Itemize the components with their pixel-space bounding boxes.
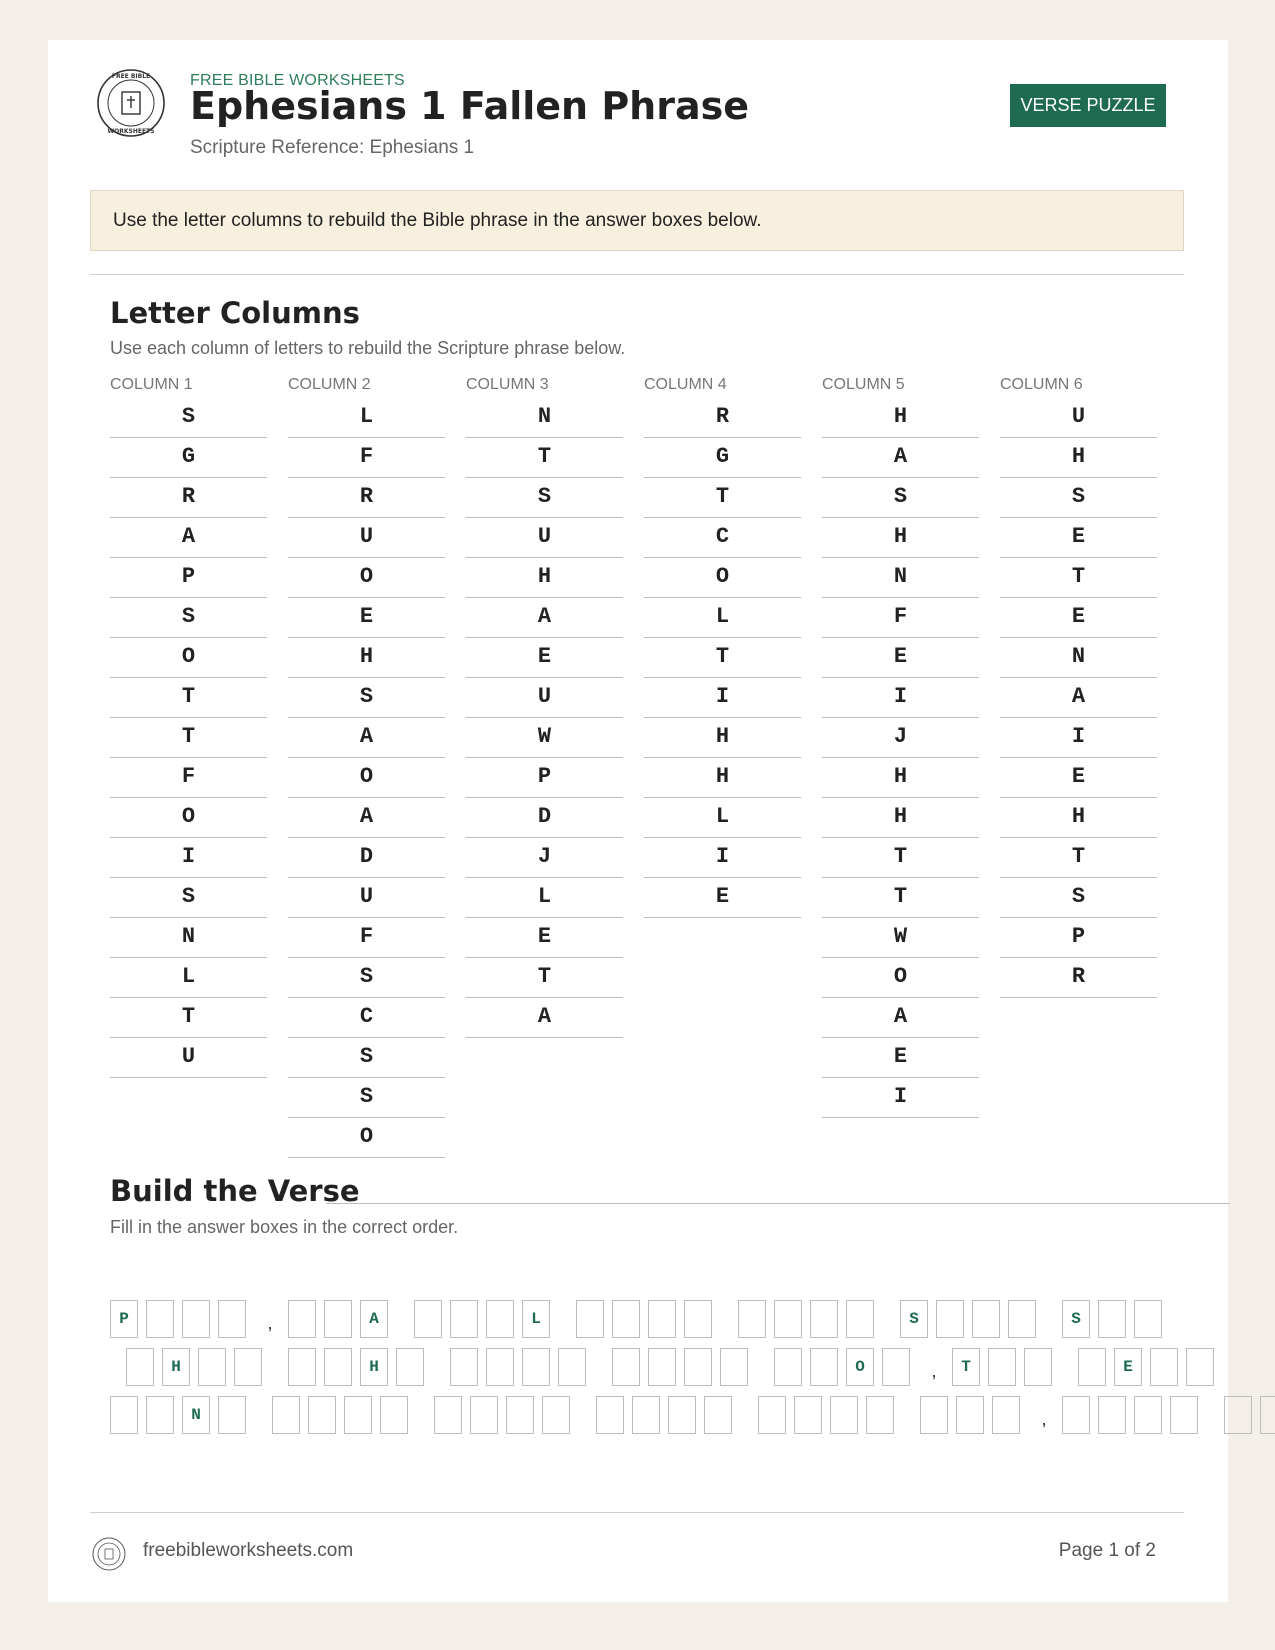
letter-columns-subtitle: Use each column of letters to rebuild the Scripture phrase below. [110, 338, 626, 358]
column-letter: H [288, 638, 445, 678]
column-label: COLUMN 5 [822, 376, 905, 393]
answer-box[interactable] [704, 1396, 732, 1434]
answer-box-given: T [952, 1348, 980, 1386]
column-label: COLUMN 6 [1000, 376, 1083, 393]
column-letter: T [110, 718, 267, 758]
worksheet-header [48, 40, 1228, 190]
column-letter: T [110, 678, 267, 718]
answer-box-given: S [900, 1300, 928, 1338]
column-letter: A [288, 718, 445, 758]
column-letter: N [822, 558, 979, 598]
column-letter: T [644, 638, 801, 678]
answer-box[interactable] [1134, 1300, 1162, 1338]
column-letter: I [644, 678, 801, 718]
column-letter: T [644, 478, 801, 518]
page-title: Ephesians 1 Fallen Phrase [190, 84, 749, 128]
column-letter: A [288, 798, 445, 838]
column-letter: R [288, 478, 445, 518]
answer-box[interactable] [956, 1396, 984, 1434]
column-letter: A [822, 438, 979, 478]
answer-box[interactable] [198, 1348, 226, 1386]
column-letter: T [1000, 838, 1157, 878]
column-letter: I [822, 1078, 979, 1118]
scripture-reference: Scripture Reference: Ephesians 1 [190, 137, 475, 158]
answer-box[interactable] [182, 1300, 210, 1338]
column-letter: S [288, 1078, 445, 1118]
instructions-box: Use the letter columns to rebuild the Bible phrase in the answer boxes below. [90, 190, 1184, 251]
answer-box[interactable] [272, 1396, 300, 1434]
answer-box[interactable] [1170, 1396, 1198, 1434]
answer-box[interactable] [1078, 1348, 1106, 1386]
column-letter: G [110, 438, 267, 478]
answer-punctuation: , [1041, 1409, 1047, 1429]
column-letter: S [110, 878, 267, 918]
column-letter: A [1000, 678, 1157, 718]
column-letter: A [822, 998, 979, 1038]
column-letter: E [288, 598, 445, 638]
answer-box[interactable] [146, 1300, 174, 1338]
answer-box[interactable] [684, 1348, 712, 1386]
column-letter: S [288, 1038, 445, 1078]
column-letter: W [466, 718, 623, 758]
column-letter: I [644, 838, 801, 878]
answer-box[interactable] [450, 1348, 478, 1386]
column-letter: H [822, 798, 979, 838]
column-letter: E [1000, 598, 1157, 638]
column-letter: F [110, 758, 267, 798]
column-letter: R [110, 478, 267, 518]
answer-box[interactable] [936, 1300, 964, 1338]
column-letter: T [110, 998, 267, 1038]
answer-box[interactable] [1150, 1348, 1178, 1386]
column-letter: I [110, 838, 267, 878]
column-letter: O [110, 798, 267, 838]
column-letter: L [110, 958, 267, 998]
column-letter: N [1000, 638, 1157, 678]
column-letter: U [1000, 398, 1157, 438]
column-label: COLUMN 3 [466, 376, 549, 393]
answer-box[interactable] [866, 1396, 894, 1434]
answer-box[interactable] [558, 1348, 586, 1386]
answer-box-given: E [1114, 1348, 1142, 1386]
answer-box[interactable] [774, 1300, 802, 1338]
column-letter: U [466, 678, 623, 718]
answer-box[interactable] [288, 1300, 316, 1338]
answer-box[interactable] [596, 1396, 624, 1434]
column-letter: J [466, 838, 623, 878]
answer-box-given: N [182, 1396, 210, 1434]
build-verse-title: Build the Verse [110, 1174, 360, 1208]
column-letter: S [110, 398, 267, 438]
column-letter: E [644, 878, 801, 918]
column-letter: T [1000, 558, 1157, 598]
answer-box[interactable] [396, 1348, 424, 1386]
puzzle-type-badge: VERSE PUZZLE [1010, 84, 1166, 127]
column-letter: O [110, 638, 267, 678]
column-letter: W [822, 918, 979, 958]
column-letter: R [1000, 958, 1157, 998]
column-letter: C [288, 998, 445, 1038]
answer-box[interactable] [1134, 1396, 1162, 1434]
column-letter: S [1000, 478, 1157, 518]
column-letter: S [822, 478, 979, 518]
svg-text:FREE BIBLE: FREE BIBLE [111, 73, 151, 80]
answer-box[interactable] [1062, 1396, 1090, 1434]
column-letter: U [288, 518, 445, 558]
answer-box[interactable] [846, 1300, 874, 1338]
column-letter: H [1000, 438, 1157, 478]
answer-box[interactable] [1008, 1300, 1036, 1338]
answer-box[interactable] [218, 1396, 246, 1434]
answer-box[interactable] [414, 1300, 442, 1338]
answer-box[interactable] [234, 1348, 262, 1386]
column-label: COLUMN 4 [644, 376, 727, 393]
column-letter: T [466, 958, 623, 998]
column-letter: A [466, 598, 623, 638]
answer-box[interactable] [774, 1348, 802, 1386]
build-verse-subtitle: Fill in the answer boxes in the correct order. [110, 1217, 459, 1237]
answer-box[interactable] [1260, 1396, 1275, 1434]
column-letter: T [822, 878, 979, 918]
answer-box[interactable] [110, 1396, 138, 1434]
answer-box[interactable] [288, 1348, 316, 1386]
answer-box[interactable] [218, 1300, 246, 1338]
answer-box-given: P [110, 1300, 138, 1338]
column-letter: F [288, 918, 445, 958]
column-letter: H [466, 558, 623, 598]
answer-box-given: L [522, 1300, 550, 1338]
answer-box[interactable] [794, 1396, 822, 1434]
column-letter: S [288, 678, 445, 718]
column-letter: S [288, 958, 445, 998]
answer-box[interactable] [126, 1348, 154, 1386]
column-letter: H [822, 518, 979, 558]
site-kicker: FREE BIBLE WORKSHEETS [190, 72, 405, 89]
answer-box-given: S [1062, 1300, 1090, 1338]
column-letter: O [822, 958, 979, 998]
answer-box[interactable] [522, 1348, 550, 1386]
answer-box[interactable] [612, 1300, 640, 1338]
answer-box[interactable] [992, 1396, 1020, 1434]
column-letter: L [644, 598, 801, 638]
answer-box[interactable] [542, 1396, 570, 1434]
answer-box-given: O [846, 1348, 874, 1386]
column-letter: R [644, 398, 801, 438]
column-letter: O [288, 1118, 445, 1158]
letter-columns-title: Letter Columns [110, 296, 360, 330]
section-divider [90, 274, 1184, 275]
column-letter: I [822, 678, 979, 718]
column-letter: H [1000, 798, 1157, 838]
column-letter: N [110, 918, 267, 958]
column-letter: L [466, 878, 623, 918]
answer-box[interactable] [434, 1396, 462, 1434]
answer-box-given: A [360, 1300, 388, 1338]
column-letter: E [822, 1038, 979, 1078]
section-divider [326, 1203, 1230, 1204]
answer-box[interactable] [648, 1348, 676, 1386]
answer-boxes [110, 1300, 1230, 1450]
footer-url: freebibleworksheets.com [143, 1540, 354, 1561]
column-letter: L [288, 398, 445, 438]
column-label: COLUMN 1 [110, 376, 193, 393]
column-letter: P [1000, 918, 1157, 958]
column-letter: S [1000, 878, 1157, 918]
answer-box[interactable] [988, 1348, 1016, 1386]
column-letter: A [466, 998, 623, 1038]
column-letter: H [822, 758, 979, 798]
column-letter: G [644, 438, 801, 478]
answer-box-given: H [360, 1348, 388, 1386]
column-letter: F [822, 598, 979, 638]
answer-box[interactable] [810, 1348, 838, 1386]
answer-box[interactable] [648, 1300, 676, 1338]
answer-box[interactable] [1224, 1396, 1252, 1434]
column-letter: E [1000, 758, 1157, 798]
answer-box[interactable] [668, 1396, 696, 1434]
column-letter: E [1000, 518, 1157, 558]
column-letter: U [466, 518, 623, 558]
column-letter: H [644, 718, 801, 758]
column-letter: D [466, 798, 623, 838]
column-letter: S [110, 598, 267, 638]
column-letter: E [466, 638, 623, 678]
answer-box[interactable] [920, 1396, 948, 1434]
column-letter: O [288, 558, 445, 598]
answer-box-given: H [162, 1348, 190, 1386]
answer-box[interactable] [684, 1300, 712, 1338]
column-letter: C [644, 518, 801, 558]
logo-seal-icon [96, 68, 166, 138]
svg-text:WORKSHEETS: WORKSHEETS [107, 128, 155, 135]
column-letter: P [466, 758, 623, 798]
column-letter: U [288, 878, 445, 918]
page-number: Page 1 of 2 [1058, 1540, 1156, 1561]
answer-box[interactable] [1186, 1348, 1214, 1386]
column-letter: H [644, 758, 801, 798]
answer-box[interactable] [308, 1396, 336, 1434]
column-letter: L [644, 798, 801, 838]
answer-box[interactable] [612, 1348, 640, 1386]
column-letter: D [288, 838, 445, 878]
column-letter: F [288, 438, 445, 478]
column-letter: T [822, 838, 979, 878]
answer-box[interactable] [450, 1300, 478, 1338]
column-letter: T [466, 438, 623, 478]
column-letter: U [110, 1038, 267, 1078]
column-letter: E [822, 638, 979, 678]
answer-box[interactable] [1024, 1348, 1052, 1386]
letter-columns-grid [110, 376, 1170, 1196]
answer-box[interactable] [324, 1348, 352, 1386]
footer-logo-icon [92, 1537, 126, 1571]
answer-box[interactable] [720, 1348, 748, 1386]
answer-box[interactable] [324, 1300, 352, 1338]
answer-box[interactable] [632, 1396, 660, 1434]
column-letter: H [822, 398, 979, 438]
column-letter: S [466, 478, 623, 518]
column-letter: I [1000, 718, 1157, 758]
answer-punctuation: , [931, 1361, 937, 1381]
answer-box[interactable] [972, 1300, 1000, 1338]
footer-divider [90, 1512, 1184, 1513]
column-letter: N [466, 398, 623, 438]
answer-box[interactable] [758, 1396, 786, 1434]
column-letter: E [466, 918, 623, 958]
column-letter: A [110, 518, 267, 558]
answer-box[interactable] [1098, 1396, 1126, 1434]
answer-punctuation: , [267, 1313, 273, 1333]
column-letter: P [110, 558, 267, 598]
answer-box[interactable] [738, 1300, 766, 1338]
column-letter: J [822, 718, 979, 758]
column-letter: O [288, 758, 445, 798]
answer-box[interactable] [506, 1396, 534, 1434]
answer-box[interactable] [576, 1300, 604, 1338]
column-letter: O [644, 558, 801, 598]
answer-box[interactable] [344, 1396, 372, 1434]
answer-box[interactable] [146, 1396, 174, 1434]
answer-box[interactable] [470, 1396, 498, 1434]
worksheet-page [48, 40, 1228, 1602]
column-label: COLUMN 2 [288, 376, 371, 393]
answer-box[interactable] [380, 1396, 408, 1434]
answer-box[interactable] [882, 1348, 910, 1386]
answer-box[interactable] [1098, 1300, 1126, 1338]
answer-box[interactable] [830, 1396, 858, 1434]
answer-box[interactable] [486, 1300, 514, 1338]
answer-box[interactable] [810, 1300, 838, 1338]
answer-box[interactable] [486, 1348, 514, 1386]
